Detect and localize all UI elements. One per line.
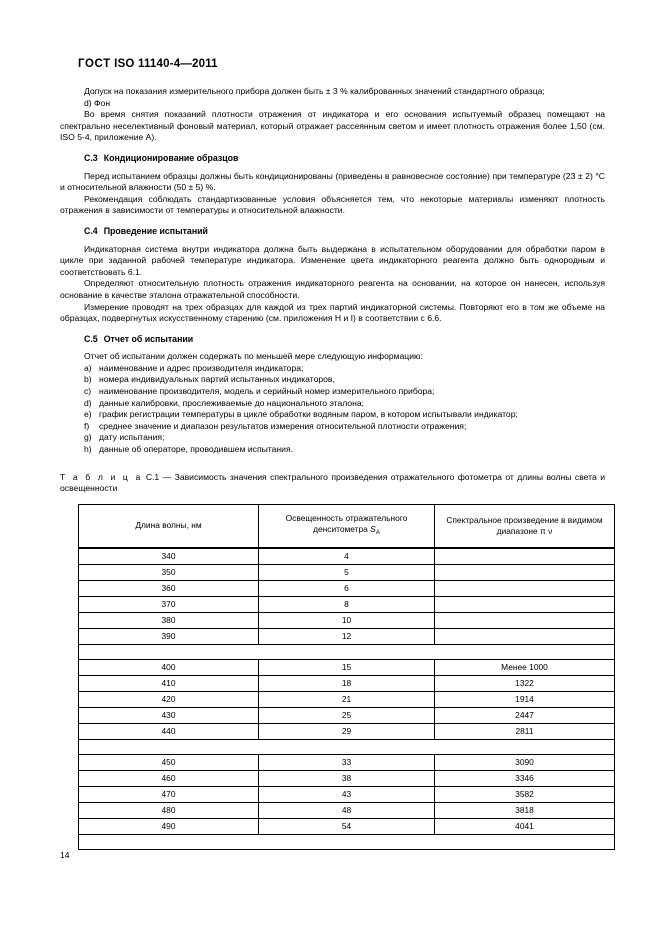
- list-marker: f): [84, 420, 90, 431]
- list-item: [60, 432, 605, 444]
- cell-wavelength: 480: [79, 802, 259, 818]
- section-title-c3: Кондиционирование образцов: [103, 152, 239, 163]
- table-row: [79, 786, 615, 802]
- cell-illumination: 43: [259, 786, 435, 802]
- table-row: [79, 770, 615, 786]
- cell-spectral: 3090: [435, 754, 615, 770]
- section-number-c4: C.4: [84, 225, 98, 236]
- column-header-spectral-line1: Спектральное произведение в видимом: [446, 514, 603, 525]
- cell-wavelength: 340: [79, 548, 259, 565]
- table-spacer-row: [79, 834, 615, 849]
- cell-spectral: [435, 580, 615, 596]
- column-header-illumination-line1: Освещенность отражательного: [285, 513, 408, 524]
- paragraph-c4-3: Измерение проводят на трех образцах для каждой из трех партий индикаторной системы. Повторяют его в том же объеме на образцах, подвергнутых искусственному старению (см. приложения H и I) в соответствии с 6.6.: [60, 301, 605, 324]
- section-title-c4: Проведение испытаний: [103, 225, 208, 236]
- list-item: [60, 386, 605, 398]
- table-row: [79, 802, 615, 818]
- cell-illumination: 29: [259, 723, 435, 739]
- table-row: [79, 659, 615, 675]
- cell-illumination: 10: [259, 612, 435, 628]
- list-text: график регистрации температуры в цикле обработки водяным паром, в котором испытывали индикатор;: [99, 409, 518, 420]
- cell-illumination: 5: [259, 564, 435, 580]
- table-header-row: [79, 504, 615, 548]
- cell-illumination: 12: [259, 628, 435, 644]
- spacer-cell: [79, 834, 615, 849]
- cell-illumination: 8: [259, 596, 435, 612]
- cell-illumination: 18: [259, 675, 435, 691]
- list-marker: h): [84, 444, 92, 455]
- list-item: [60, 398, 605, 410]
- list-text: номера индивидуальных партий испытанных индикаторов,: [99, 374, 335, 385]
- cell-wavelength: 430: [79, 707, 259, 723]
- list-text: данные калибровки, прослеживаемые до национального эталона;: [99, 397, 365, 408]
- cell-wavelength: 380: [79, 612, 259, 628]
- cell-spectral: 4041: [435, 818, 615, 834]
- report-requirements-list: [60, 363, 605, 456]
- cell-illumination: 54: [259, 818, 435, 834]
- list-text: наименование и адрес производителя индикатора;: [99, 362, 304, 373]
- cell-wavelength: 390: [79, 628, 259, 644]
- table-caption: [60, 472, 605, 495]
- table-row: [79, 675, 615, 691]
- paragraph-c5-intro: Отчет об испытании должен содержать по меньшей мере следующую информацию:: [84, 351, 423, 362]
- cell-illumination: 6: [259, 580, 435, 596]
- cell-illumination: 25: [259, 707, 435, 723]
- symbol-s: S: [370, 524, 376, 535]
- cell-wavelength: 490: [79, 818, 259, 834]
- cell-wavelength: 460: [79, 770, 259, 786]
- list-text: среднее значение и диапазон результатов измерения относительной плотности отражения;: [99, 420, 467, 431]
- spacer-cell: [79, 644, 615, 659]
- cell-wavelength: 360: [79, 580, 259, 596]
- list-item: [60, 421, 605, 433]
- table-caption-number: C.1: [145, 471, 160, 482]
- table-spacer-row: [79, 739, 615, 754]
- cell-illumination: 21: [259, 691, 435, 707]
- column-header-illumination-line2: денситометра: [313, 524, 368, 535]
- section-title-c5: Отчет об испытании: [103, 333, 194, 344]
- paragraph-background: Во время снятия показаний плотности отражения от индикатора и его основания испытуемый образец помещают на спектрально неселективный фоновый материал, который отражает рассеянным светом и имеет плотность отражения более 1,50 (см. ISO 5-4, приложение А).: [60, 109, 605, 143]
- cell-spectral: 1322: [435, 675, 615, 691]
- cell-spectral: [435, 564, 615, 580]
- table-row: [79, 691, 615, 707]
- cell-illumination: 4: [259, 548, 435, 565]
- table-head: [79, 504, 615, 548]
- table-row: [79, 628, 615, 644]
- paragraph-c3-2: Рекомендация соблюдать стандартизованные условия объясняется тем, что некоторые материалы изменяют плотность отражения в зависимости от температуры и относительной влажности.: [60, 193, 605, 216]
- list-marker: d): [84, 397, 92, 408]
- cell-spectral: [435, 628, 615, 644]
- section-heading-c5: [84, 334, 605, 346]
- spectral-product-table: [78, 504, 615, 850]
- table-row: [79, 723, 615, 739]
- cell-wavelength: 440: [79, 723, 259, 739]
- document-header: [78, 58, 605, 70]
- cell-wavelength: 420: [79, 691, 259, 707]
- list-marker: e): [84, 409, 92, 420]
- section-number-c3: C.3: [84, 152, 98, 163]
- gost-label: ГОСТ: [78, 58, 111, 70]
- table-row: [79, 564, 615, 580]
- list-marker: c): [84, 386, 92, 397]
- page-number: 14: [60, 850, 70, 860]
- item-d-background: d) Фон: [84, 97, 111, 108]
- table-row: [79, 548, 615, 565]
- cell-spectral: [435, 612, 615, 628]
- list-text: дату испытания;: [99, 432, 165, 443]
- section-heading-c3: [84, 153, 605, 165]
- standard-number: ISO 11140-4—2011: [114, 58, 218, 70]
- list-text: наименование производителя, модель и серийный номер измерительного прибора;: [99, 386, 435, 397]
- table-row: [79, 818, 615, 834]
- column-header-spectral-product: [435, 504, 615, 548]
- list-marker: g): [84, 432, 92, 443]
- column-header-spectral-line2: диапазоне: [496, 525, 538, 536]
- cell-spectral: 3818: [435, 802, 615, 818]
- list-item: [60, 374, 605, 386]
- list-item: [60, 409, 605, 421]
- spacer-cell: [79, 739, 615, 754]
- list-marker: a): [84, 362, 92, 373]
- paragraph-tolerance: Допуск на показания измерительного прибора должен быть ± 3 % калиброванных значений стандартного образца;: [84, 86, 545, 96]
- list-item: [60, 444, 605, 456]
- cell-illumination: 48: [259, 802, 435, 818]
- table-row: [79, 580, 615, 596]
- cell-illumination: 33: [259, 754, 435, 770]
- table-row: [79, 707, 615, 723]
- cell-spectral: 1914: [435, 691, 615, 707]
- table-row: [79, 596, 615, 612]
- cell-wavelength: 370: [79, 596, 259, 612]
- paragraph-c4-2: Определяют относительную плотность отражения индикаторного реагента на основании, на которое он нанесен, используя основание в качестве эталона отражательной способности.: [60, 278, 605, 300]
- column-header-illumination: [259, 504, 435, 548]
- cell-spectral: 3582: [435, 786, 615, 802]
- symbol-pi-nu: π ν: [540, 525, 553, 536]
- column-header-wavelength: Длина волны, нм: [79, 504, 259, 548]
- cell-wavelength: 450: [79, 754, 259, 770]
- cell-wavelength: 400: [79, 659, 259, 675]
- cell-wavelength: 350: [79, 564, 259, 580]
- cell-spectral: 3346: [435, 770, 615, 786]
- table-body: [79, 548, 615, 850]
- table-caption-label: Т а б л и ц а: [60, 471, 143, 482]
- table-row: [79, 754, 615, 770]
- cell-spectral: [435, 596, 615, 612]
- cell-spectral: [435, 548, 615, 565]
- table-row: [79, 612, 615, 628]
- cell-illumination: 15: [259, 659, 435, 675]
- cell-wavelength: 470: [79, 786, 259, 802]
- cell-illumination: 38: [259, 770, 435, 786]
- list-text: данные об операторе, проводившем испытания.: [99, 444, 294, 455]
- list-marker: b): [84, 374, 92, 385]
- section-number-c5: C.5: [84, 333, 98, 344]
- section-heading-c4: [84, 226, 605, 238]
- page-content: [60, 58, 605, 850]
- cell-wavelength: 410: [79, 675, 259, 691]
- cell-spectral: Менее 1000: [435, 659, 615, 675]
- symbol-s-subscript: A: [375, 529, 380, 537]
- paragraph-c4-1: Индикаторная система внутри индикатора должна быть выдержана в испытательном оборудовании для обработки паром в цикле при заданной рабочей температуре индикатора. Изменение цвета индикаторного реагента должно быть однородным и соответствовать 6.1.: [60, 243, 605, 277]
- cell-spectral: 2811: [435, 723, 615, 739]
- cell-spectral: 2447: [435, 707, 615, 723]
- table-caption-text: — Зависимость значения спектрального произведения отражательного фотометра от длины волны света и освещенности: [60, 471, 606, 494]
- list-item: [60, 363, 605, 375]
- paragraph-c3-1: Перед испытанием образцы должны быть кондиционированы (приведены в равновесное состояние) при температуре (23 ± 2) °С и относительной влажности (50 ± 5) %.: [60, 170, 605, 193]
- table-spacer-row: [79, 644, 615, 659]
